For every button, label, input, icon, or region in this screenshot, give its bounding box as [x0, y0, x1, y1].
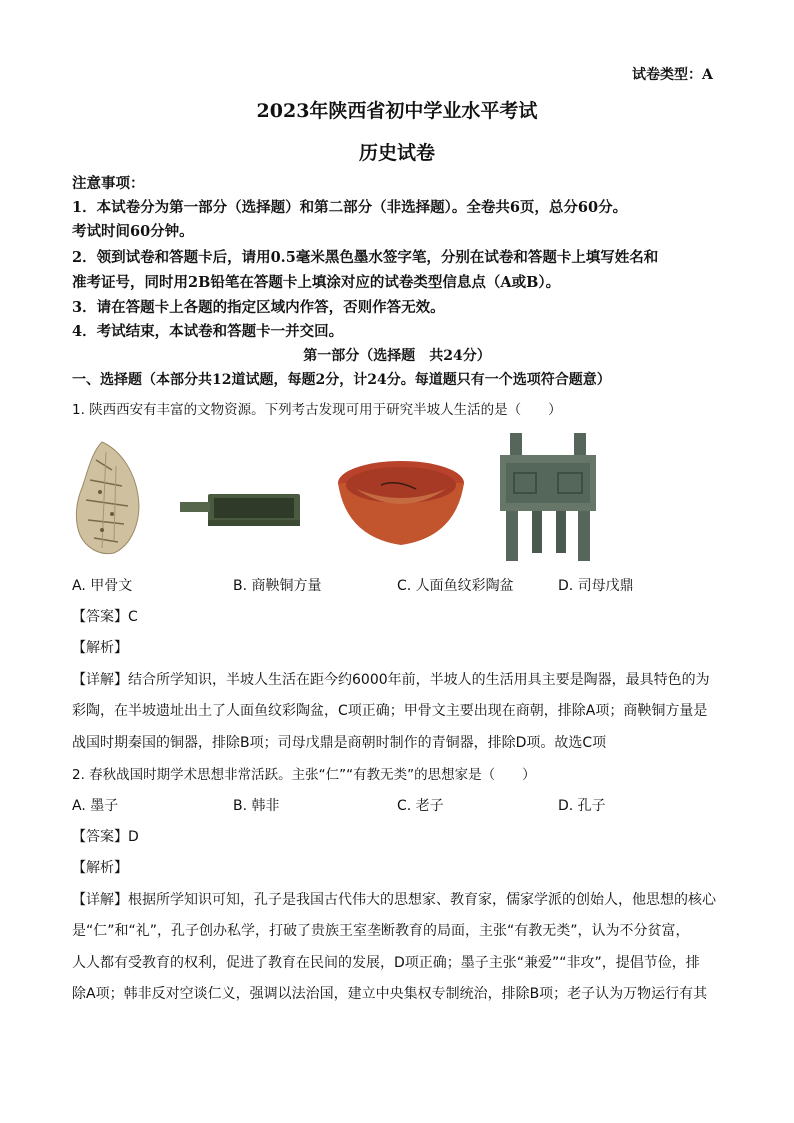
q2-option-a: A. 墨子 [72, 798, 119, 814]
notice-item: 考试时间60分钟。 [72, 223, 194, 240]
simuwu-ding-image [496, 433, 600, 563]
q1-detail-line: 彩陶，在半坡遗址出土了人面鱼纹彩陶盆，C项正确；甲骨文主要出现在商朝，排除A项；商鞅铜方量是 [72, 703, 708, 719]
q2-answer: 【答案】D [72, 829, 139, 845]
section-one-heading: 一、选择题（本部分共12道试题，每题2分，计24分。每道题只有一个选项符合题意） [72, 372, 611, 388]
q1-option-a: A. 甲骨文 [72, 578, 133, 594]
exam-subtitle: 历史试卷 [358, 142, 435, 164]
notice-item: 准考证号，同时用2B铅笔在答题卡上填涂对应的试卷类型信息点（A或B）。 [72, 274, 561, 291]
bronze-measure-image [178, 490, 304, 530]
q2-analysis-label: 【解析】 [72, 860, 128, 876]
paper-type-label: 试卷类型：A [632, 67, 713, 83]
q1-option-d: D. 司母戊鼎 [558, 578, 634, 594]
notice-item: 3．请在答题卡上各题的指定区域内作答，否则作答无效。 [72, 299, 445, 316]
exam-title: 2023年陕西省初中学业水平考试 [256, 100, 538, 122]
oracle-bone-image [72, 440, 142, 555]
painted-pottery-basin-image [336, 459, 466, 547]
q2-option-d: D. 孔子 [558, 798, 606, 814]
q2-detail-line: 除A项；韩非反对空谈仁义，强调以法治国，建立中央集权专制统治，排除B项；老子认为万物运行有其 [72, 986, 708, 1002]
notice-item: 4．考试结束，本试卷和答题卡一并交回。 [72, 323, 344, 340]
notice-heading: 注意事项： [72, 175, 145, 192]
q1-detail-line: 战国时期秦国的铜器，排除B项；司母戊鼎是商朝时制作的青铜器，排除D项。故选C项 [72, 735, 607, 751]
q2-option-c: C. 老子 [397, 798, 444, 814]
notice-item: 1．本试卷分为第一部分（选择题）和第二部分（非选择题）。全卷共6页，总分60分。 [72, 199, 628, 216]
q2-option-b: B. 韩非 [233, 798, 280, 814]
part-one-heading: 第一部分（选择题 共24分） [303, 348, 491, 364]
q1-detail-line: 【详解】结合所学知识，半坡人生活在距今约6000年前，半坡人的生活用具主要是陶器，最具特色的为 [72, 672, 710, 688]
q1-option-b: B. 商鞅铜方量 [233, 578, 322, 594]
q2-detail-line: 人人都有受教育的权利，促进了教育在民间的发展，D项正确；墨子主张“兼爱”“非攻”，提倡节俭，排 [72, 955, 700, 971]
notice-item: 2．领到试卷和答题卡后，请用0.5毫米黑色墨水签字笔，分别在试卷和答题卡上填写姓名和 [72, 249, 659, 266]
q2-detail-line: 【详解】根据所学知识可知，孔子是我国古代伟大的思想家、教育家，儒家学派的创始人，他思想的核心 [72, 892, 716, 908]
q1-option-c: C. 人面鱼纹彩陶盆 [397, 578, 514, 594]
q1-answer: 【答案】C [72, 609, 138, 625]
q2-detail-line: 是“仁”和“礼”，孔子创办私学，打破了贵族王室垄断教育的局面，主张“有教无类”，认为不分贫富， [72, 923, 690, 939]
q1-analysis-label: 【解析】 [72, 640, 128, 656]
question-2-stem: 2. 春秋战国时期学术思想非常活跃。主张“仁”“有教无类”的思想家是（ ） [72, 767, 536, 783]
question-1-stem: 1. 陕西西安有丰富的文物资源。下列考古发现可用于研究半坡人生活的是（ ） [72, 402, 562, 418]
